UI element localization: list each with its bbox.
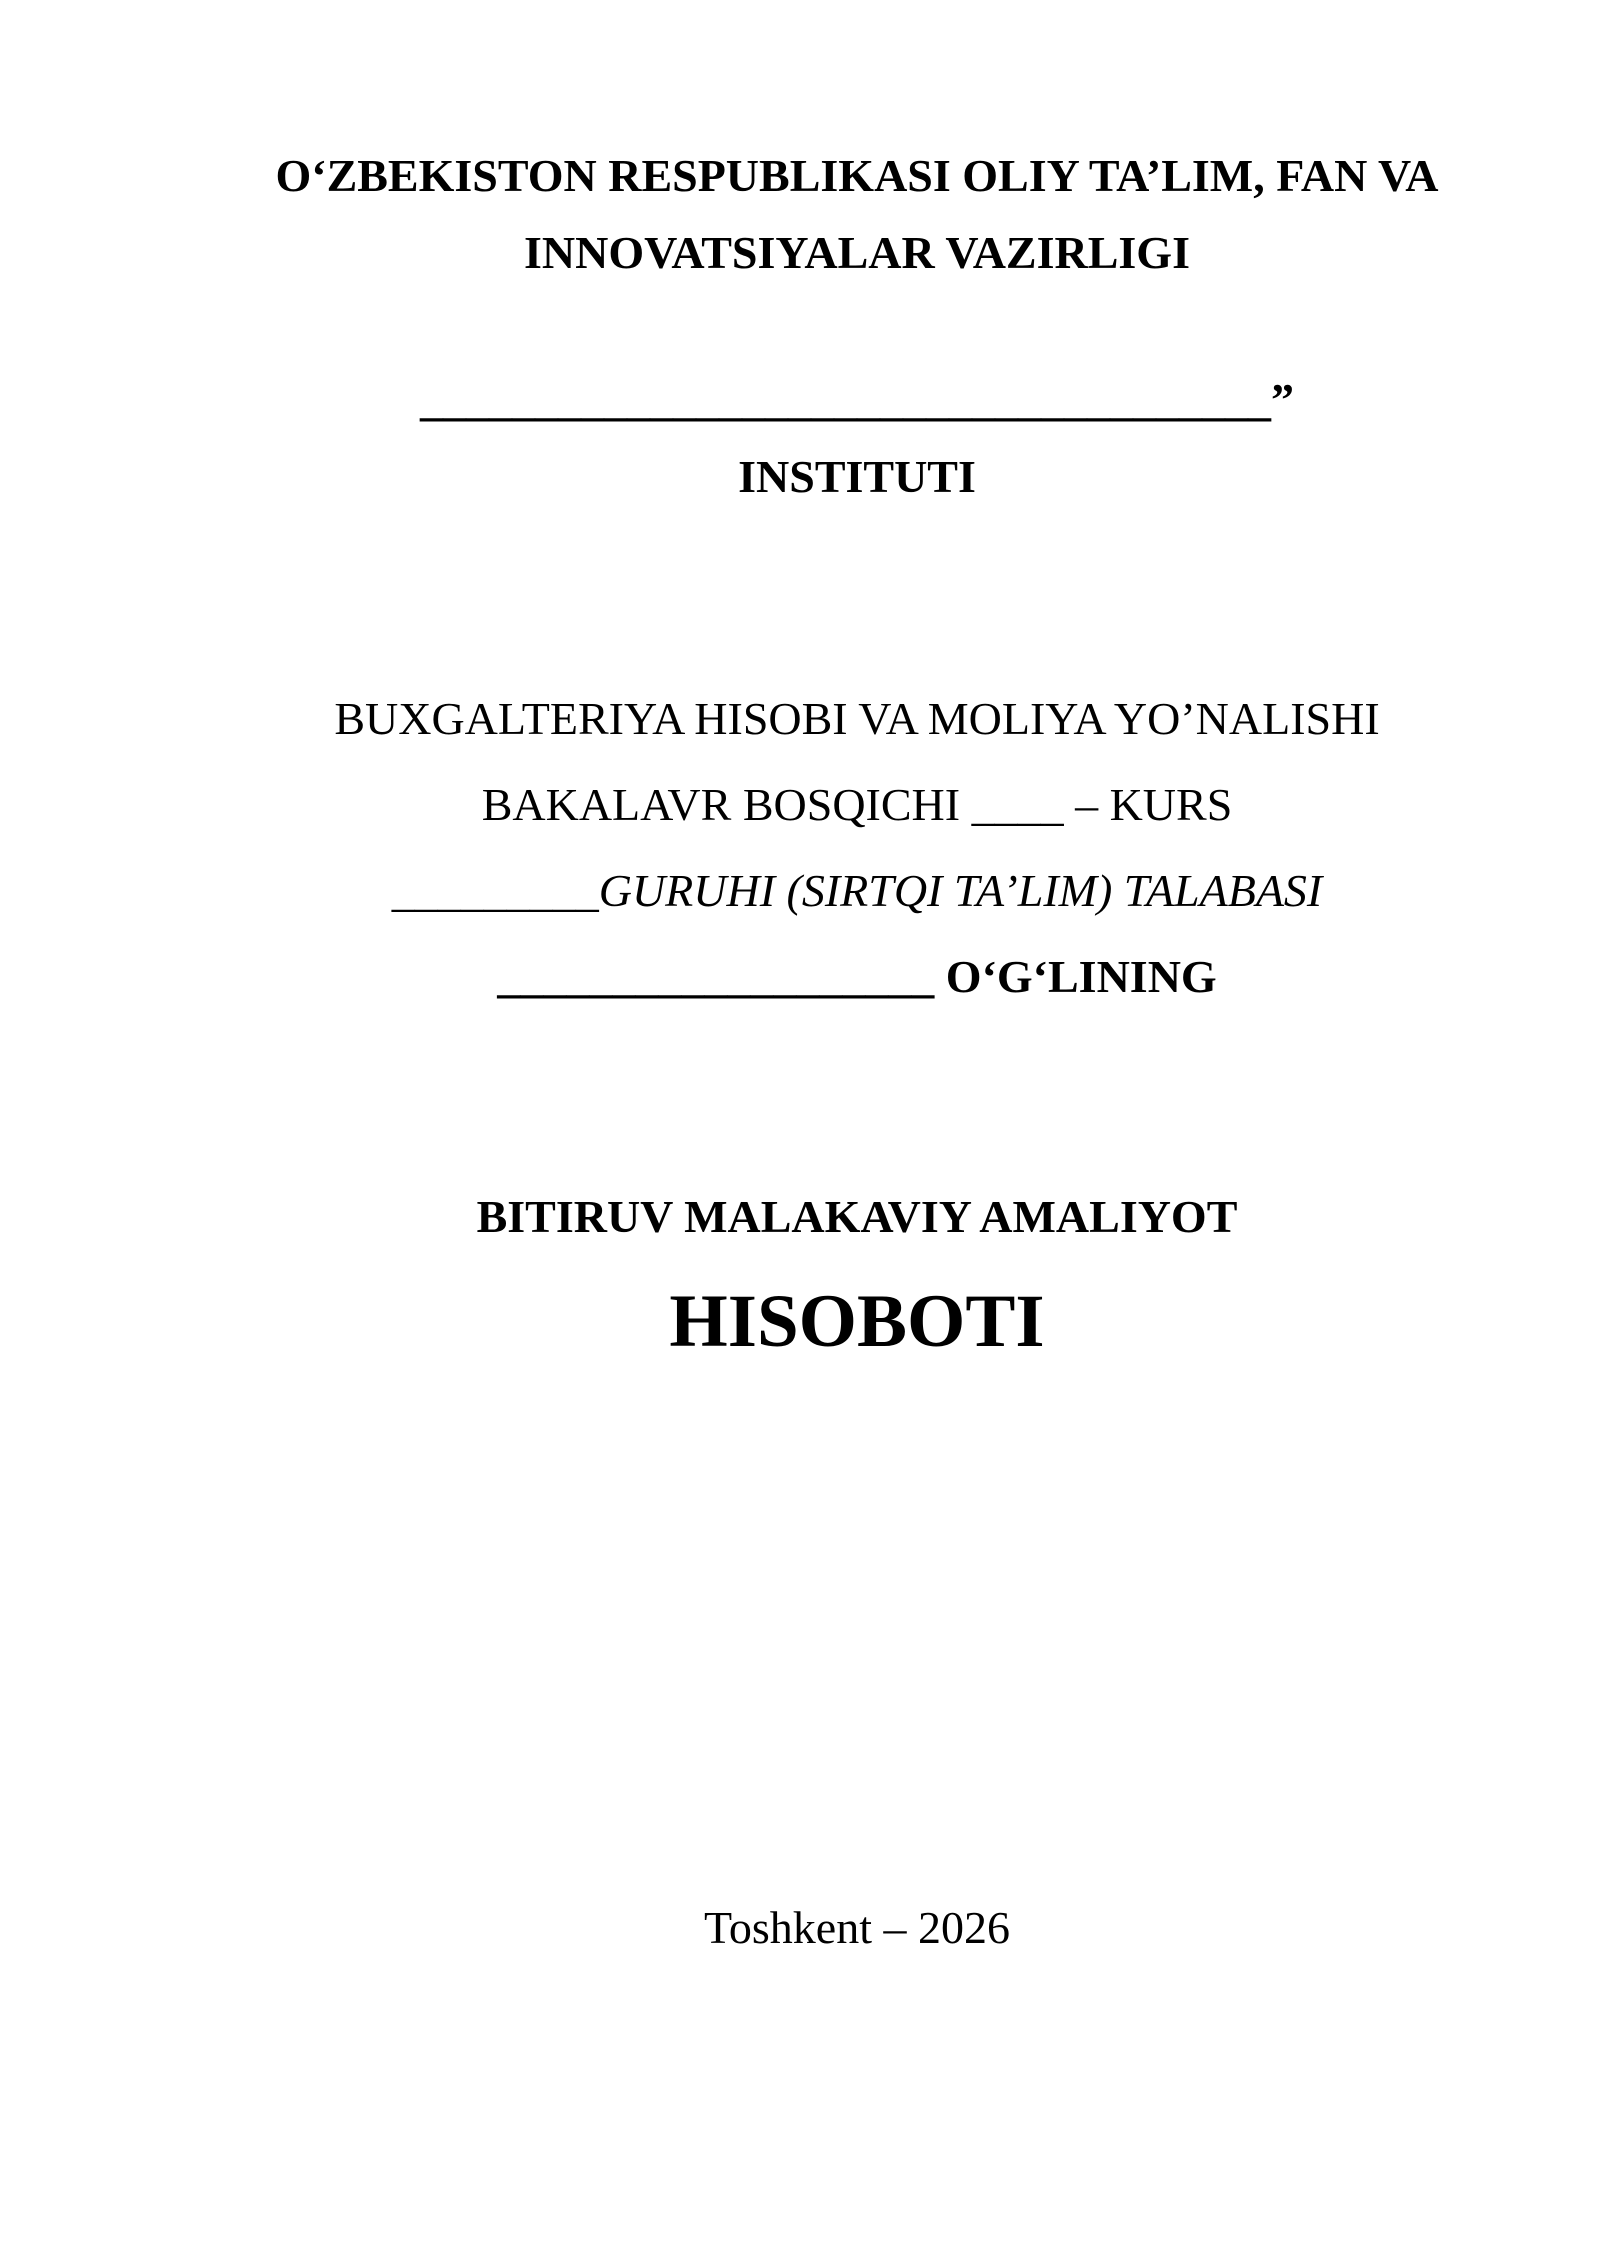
institution-name-blank-line: _____________________________________” (420, 374, 1294, 425)
institution-label: INSTITUTI (738, 451, 976, 502)
city-year-footer: Toshkent – 2026 (704, 1902, 1010, 1953)
document-content (227, 0, 1487, 1966)
report-main-title: HISOBOTI (669, 1280, 1045, 1363)
student-info-block (227, 676, 1487, 1020)
student-name-line: ___________________ O‘G‘LINING (497, 951, 1217, 1002)
ministry-title-line-1: O‘ZBEKISTON RESPUBLIKASI OLIY TA’LIM, FAN VA (275, 150, 1439, 201)
degree-course-line: BAKALAVR BOSQICHI ____ – KURS (481, 779, 1233, 830)
specialization-line: BUXGALTERIYA HISOBI VA MOLIYA YO’NALISHI (334, 693, 1380, 744)
ministry-title-line-2: INNOVATSIYALAR VAZIRLIGI (524, 227, 1190, 278)
group-line: _________GURUHI (SIRTQI TA’LIM) TALABASI (391, 865, 1323, 916)
report-subtitle: BITIRUV MALAKAVIY AMALIYOT (476, 1191, 1238, 1242)
